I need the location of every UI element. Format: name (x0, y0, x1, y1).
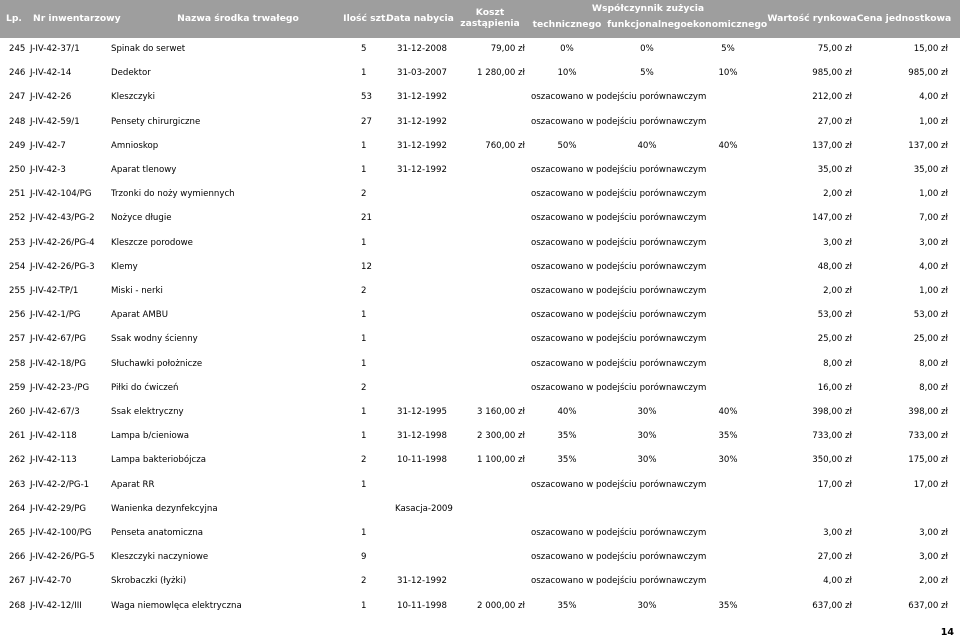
cell-market: 2,00 zł (823, 286, 852, 296)
col-lp: Lp. (6, 13, 22, 24)
cell-note: oszacowano w podejściu porównawczym (531, 213, 707, 224)
cell-func: 40% (637, 140, 657, 151)
cell-note: oszacowano w podejściu porównawczym (531, 334, 707, 345)
cell-qty: 1 (361, 237, 367, 248)
cell-unit: 398,00 zł (908, 407, 948, 417)
cell-lp: 256 (9, 310, 26, 321)
cell-econ: 40% (718, 407, 738, 417)
cell-note: oszacowano w podejściu porównawczym (531, 261, 707, 272)
cell-qty: 21 (361, 213, 372, 224)
cell-lp: 261 (9, 431, 26, 442)
cell-unit: 1,00 zł (919, 116, 948, 127)
cell-date: 31-12-1995 (397, 407, 447, 417)
cell-note: oszacowano w podejściu porównawczym (531, 358, 707, 369)
cell-nr: J-IV-42-18/PG (30, 358, 87, 369)
cell-func: 30% (637, 431, 657, 442)
cell-name: Ssak elektryczny (111, 407, 184, 417)
cell-lp: 245 (9, 44, 26, 54)
cell-name: Lampa bakteriobójcza (111, 455, 207, 466)
table-row (0, 91, 960, 103)
cell-name: Dedektor (111, 68, 151, 79)
cell-lp: 260 (9, 407, 26, 417)
col-koszt-line2: zastąpienia (460, 18, 520, 29)
cell-name: Penseta anatomiczna (111, 528, 204, 538)
table-row (0, 600, 960, 612)
cell-nr: J-IV-42-113 (30, 455, 77, 466)
cell-nr: J-IV-42-26/PG-5 (30, 552, 95, 563)
cell-date: Kasacja-2009 (395, 503, 453, 514)
cell-market: 25,00 zł (817, 334, 852, 345)
cell-qty: 2 (361, 455, 367, 466)
cell-qty: 2 (361, 189, 367, 200)
cell-nr: J-IV-42-26 (30, 92, 72, 103)
cell-nr: J-IV-42-TP/1 (30, 286, 79, 296)
cell-name: Pensety chirurgiczne (111, 116, 201, 127)
cell-cost: 1 100,00 zł (477, 455, 525, 466)
table-row (0, 382, 960, 394)
cell-market: 35,00 zł (817, 165, 852, 175)
cell-name: Wanienka dezynfekcyjna (111, 503, 218, 514)
table-row (0, 164, 960, 176)
cell-nr: J-IV-42-3 (30, 165, 66, 175)
cell-qty: 2 (361, 382, 367, 393)
cell-unit: 1,00 zł (919, 189, 948, 200)
cell-qty: 1 (361, 310, 367, 321)
cell-name: Trzonki do noży wymiennych (111, 189, 235, 200)
col-wartosc-rynkowa: Wartość rynkowa (767, 13, 857, 24)
table-row (0, 358, 960, 370)
cell-unit: 733,00 zł (908, 431, 948, 442)
cell-market: 212,00 zł (812, 92, 852, 103)
cell-market: 3,00 zł (823, 237, 852, 248)
table-header (0, 0, 960, 38)
cell-qty: 9 (361, 552, 367, 563)
cell-name: Nożyce długie (111, 213, 172, 224)
cell-qty: 2 (361, 576, 367, 587)
table-row (0, 261, 960, 273)
cell-date: 31-12-1992 (397, 116, 447, 127)
table-row (0, 140, 960, 152)
cell-unit: 3,00 zł (919, 528, 948, 538)
cell-unit: 637,00 zł (908, 600, 948, 611)
cell-lp: 264 (9, 503, 26, 514)
cell-func: 30% (637, 600, 657, 611)
cell-date: 31-12-2008 (397, 44, 447, 54)
cell-market: 53,00 zł (817, 310, 852, 321)
cell-lp: 249 (9, 140, 26, 151)
col-nr-inwentarzowy: Nr inwentarzowy (33, 13, 121, 24)
cell-market: 16,00 zł (817, 382, 852, 393)
cell-market: 8,00 zł (823, 358, 852, 369)
cell-market: 17,00 zł (817, 479, 852, 490)
cell-nr: J-IV-42-12/III (30, 600, 82, 611)
cell-note: oszacowano w podejściu porównawczym (531, 310, 707, 321)
cell-cost: 1 280,00 zł (477, 68, 525, 79)
cell-econ: 10% (718, 68, 738, 79)
cell-lp: 255 (9, 286, 26, 296)
cell-unit: 25,00 zł (913, 334, 948, 345)
col-ilosc: Ilość szt. (343, 13, 389, 24)
cell-market: 48,00 zł (817, 261, 852, 272)
cell-lp: 268 (9, 600, 26, 611)
cell-lp: 253 (9, 237, 26, 248)
cell-nr: J-IV-42-29/PG (30, 503, 87, 514)
cell-econ: 35% (718, 600, 738, 611)
cell-market: 350,00 zł (812, 455, 852, 466)
cell-market: 75,00 zł (817, 44, 852, 54)
cell-econ: 30% (718, 455, 738, 466)
cell-nr: J-IV-42-100/PG (30, 528, 92, 538)
table-row (0, 285, 960, 297)
cell-tech: 35% (557, 455, 577, 466)
cell-tech: 35% (557, 600, 577, 611)
cell-nr: J-IV-42-43/PG-2 (30, 213, 95, 224)
cell-nr: J-IV-42-14 (30, 68, 72, 79)
cell-unit: 35,00 zł (913, 165, 948, 175)
cell-econ: 35% (718, 431, 738, 442)
cell-date: 10-11-1998 (397, 600, 447, 611)
cell-nr: J-IV-42-67/3 (30, 407, 80, 417)
cell-lp: 252 (9, 213, 26, 224)
cell-note: oszacowano w podejściu porównawczym (531, 286, 707, 296)
cell-qty: 1 (361, 407, 367, 417)
cell-name: Amnioskop (111, 140, 159, 151)
cell-name: Klemy (111, 261, 138, 272)
cell-econ: 5% (721, 44, 735, 54)
cell-name: Kleszczyki (111, 92, 155, 103)
cell-lp: 265 (9, 528, 26, 538)
cell-unit: 985,00 zł (908, 68, 948, 79)
cell-date: 31-12-1992 (397, 165, 447, 175)
cell-nr: J-IV-42-26/PG-3 (30, 261, 95, 272)
col-ekonomicznego: ekonomicznego (686, 19, 768, 30)
cell-qty: 1 (361, 479, 367, 490)
cell-unit: 137,00 zł (908, 140, 948, 151)
cell-lp: 257 (9, 334, 26, 345)
cell-qty: 1 (361, 68, 367, 79)
cell-nr: J-IV-42-70 (30, 576, 72, 587)
cell-qty: 1 (361, 528, 367, 538)
cell-lp: 267 (9, 576, 26, 587)
cell-qty: 53 (361, 92, 372, 103)
table-row (0, 116, 960, 128)
cell-unit: 1,00 zł (919, 286, 948, 296)
cell-unit: 4,00 zł (919, 92, 948, 103)
cell-lp: 262 (9, 455, 26, 466)
cell-name: Ssak wodny ścienny (111, 334, 198, 345)
cell-note: oszacowano w podejściu porównawczym (531, 116, 707, 127)
cell-name: Aparat AMBU (111, 310, 168, 321)
table-row (0, 406, 960, 418)
cell-func: 30% (637, 455, 657, 466)
cell-market: 27,00 zł (817, 116, 852, 127)
cell-market: 985,00 zł (812, 68, 852, 79)
cell-func: 30% (637, 407, 657, 417)
col-group-wspolczynnik: Współczynnik zużycia (591, 3, 705, 14)
cell-unit: 8,00 zł (919, 358, 948, 369)
table-row (0, 212, 960, 224)
cell-unit: 53,00 zł (913, 310, 948, 321)
cell-qty: 1 (361, 600, 367, 611)
cell-lp: 246 (9, 68, 26, 79)
cell-tech: 10% (557, 68, 577, 79)
cell-qty: 1 (361, 165, 367, 175)
col-nazwa: Nazwa środka trwałego (177, 13, 299, 24)
table-row (0, 333, 960, 345)
cell-nr: J-IV-42-26/PG-4 (30, 237, 95, 248)
cell-market: 398,00 zł (812, 407, 852, 417)
cell-unit: 4,00 zł (919, 261, 948, 272)
cell-date: 31-12-1992 (397, 140, 447, 151)
cell-lp: 251 (9, 189, 26, 200)
cell-qty: 1 (361, 358, 367, 369)
table-row (0, 575, 960, 587)
table-row (0, 503, 960, 515)
cell-market: 27,00 zł (817, 552, 852, 563)
cell-name: Kleszczyki naczyniowe (111, 552, 209, 563)
table-row (0, 430, 960, 442)
cell-cost: 79,00 zł (490, 44, 525, 54)
cell-lp: 247 (9, 92, 26, 103)
cell-name: Waga niemowlęca elektryczna (111, 600, 242, 611)
cell-name: Słuchawki położnicze (111, 358, 203, 369)
cell-market: 2,00 zł (823, 189, 852, 200)
col-technicznego: technicznego (532, 19, 602, 30)
cell-name: Kleszcze porodowe (111, 237, 193, 248)
cell-note: oszacowano w podejściu porównawczym (531, 189, 707, 200)
cell-nr: J-IV-42-23-/PG (30, 382, 90, 393)
cell-unit: 8,00 zł (919, 382, 948, 393)
cell-name: Miski - nerki (111, 286, 163, 296)
cell-nr: J-IV-42-7 (30, 140, 66, 151)
col-funkcjonalnego: funkcjonalnego (607, 19, 687, 30)
cell-qty: 1 (361, 431, 367, 442)
cell-name: Spinak do serwet (111, 44, 186, 54)
cell-nr: J-IV-42-1/PG (30, 310, 81, 321)
col-koszt-line1: Koszt (475, 7, 505, 18)
table-row (0, 479, 960, 491)
cell-note: oszacowano w podejściu porównawczym (531, 382, 707, 393)
cell-unit: 17,00 zł (913, 479, 948, 490)
table-row (0, 309, 960, 321)
cell-econ: 40% (718, 140, 738, 151)
cell-date: 10-11-1998 (397, 455, 447, 466)
table-row (0, 188, 960, 200)
cell-tech: 0% (560, 44, 574, 54)
cell-market: 147,00 zł (812, 213, 852, 224)
cell-lp: 263 (9, 479, 26, 490)
cell-nr: J-IV-42-118 (30, 431, 77, 442)
cell-name: Aparat tlenowy (111, 165, 177, 175)
cell-market: 4,00 zł (823, 576, 852, 587)
cell-note: oszacowano w podejściu porównawczym (531, 92, 707, 103)
cell-note: oszacowano w podejściu porównawczym (531, 237, 707, 248)
cell-tech: 40% (557, 407, 577, 417)
cell-name: Skrobaczki (łyżki) (111, 576, 187, 587)
cell-lp: 258 (9, 358, 26, 369)
cell-date: 31-03-2007 (397, 68, 447, 79)
cell-func: 5% (640, 68, 654, 79)
cell-qty: 1 (361, 140, 367, 151)
cell-unit: 15,00 zł (913, 44, 948, 54)
cell-note: oszacowano w podejściu porównawczym (531, 576, 707, 587)
cell-lp: 266 (9, 552, 26, 563)
cell-date: 31-12-1992 (397, 92, 447, 103)
cell-note: oszacowano w podejściu porównawczym (531, 552, 707, 563)
cell-tech: 50% (557, 140, 577, 151)
cell-unit: 3,00 zł (919, 552, 948, 563)
table-row (0, 551, 960, 563)
cell-unit: 3,00 zł (919, 237, 948, 248)
cell-nr: J-IV-42-2/PG-1 (30, 479, 90, 490)
cell-nr: J-IV-42-104/PG (30, 189, 92, 200)
cell-name: Aparat RR (111, 479, 155, 490)
cell-market: 637,00 zł (812, 600, 852, 611)
cell-qty: 27 (361, 116, 372, 127)
table-row (0, 527, 960, 539)
cell-note: oszacowano w podejściu porównawczym (531, 165, 707, 175)
cell-qty: 1 (361, 334, 367, 345)
table-row (0, 237, 960, 249)
cell-market: 137,00 zł (812, 140, 852, 151)
page-number: 14 (940, 627, 954, 638)
cell-cost: 760,00 zł (485, 140, 525, 151)
cell-market: 733,00 zł (812, 431, 852, 442)
cell-note: oszacowano w podejściu porównawczym (531, 479, 707, 490)
cell-qty: 5 (361, 44, 367, 54)
cell-qty: 2 (361, 286, 367, 296)
cell-name: Piłki do ćwiczeń (111, 382, 179, 393)
cell-lp: 254 (9, 261, 26, 272)
cell-market: 3,00 zł (823, 528, 852, 538)
cell-date: 31-12-1992 (397, 576, 447, 587)
cell-cost: 2 000,00 zł (477, 600, 525, 611)
cell-cost: 2 300,00 zł (477, 431, 525, 442)
col-cena-jednostkowa: Cena jednostkowa (856, 13, 952, 24)
cell-unit: 175,00 zł (908, 455, 948, 466)
cell-nr: J-IV-42-59/1 (30, 116, 80, 127)
cell-date: 31-12-1998 (397, 431, 447, 442)
table-row (0, 67, 960, 79)
cell-nr: J-IV-42-37/1 (30, 44, 80, 54)
cell-lp: 250 (9, 165, 26, 175)
table-row (0, 454, 960, 466)
cell-unit: 2,00 zł (919, 576, 948, 587)
cell-unit: 7,00 zł (919, 213, 948, 224)
cell-nr: J-IV-42-67/PG (30, 334, 87, 345)
cell-lp: 259 (9, 382, 26, 393)
col-data-nabycia: Data nabycia (386, 13, 454, 24)
cell-note: oszacowano w podejściu porównawczym (531, 528, 707, 538)
cell-lp: 248 (9, 116, 26, 127)
cell-qty: 12 (361, 261, 372, 272)
table-row (0, 43, 960, 55)
cell-cost: 3 160,00 zł (477, 407, 525, 417)
cell-name: Lampa b/cieniowa (111, 431, 190, 442)
cell-func: 0% (640, 44, 654, 54)
cell-tech: 35% (557, 431, 577, 442)
